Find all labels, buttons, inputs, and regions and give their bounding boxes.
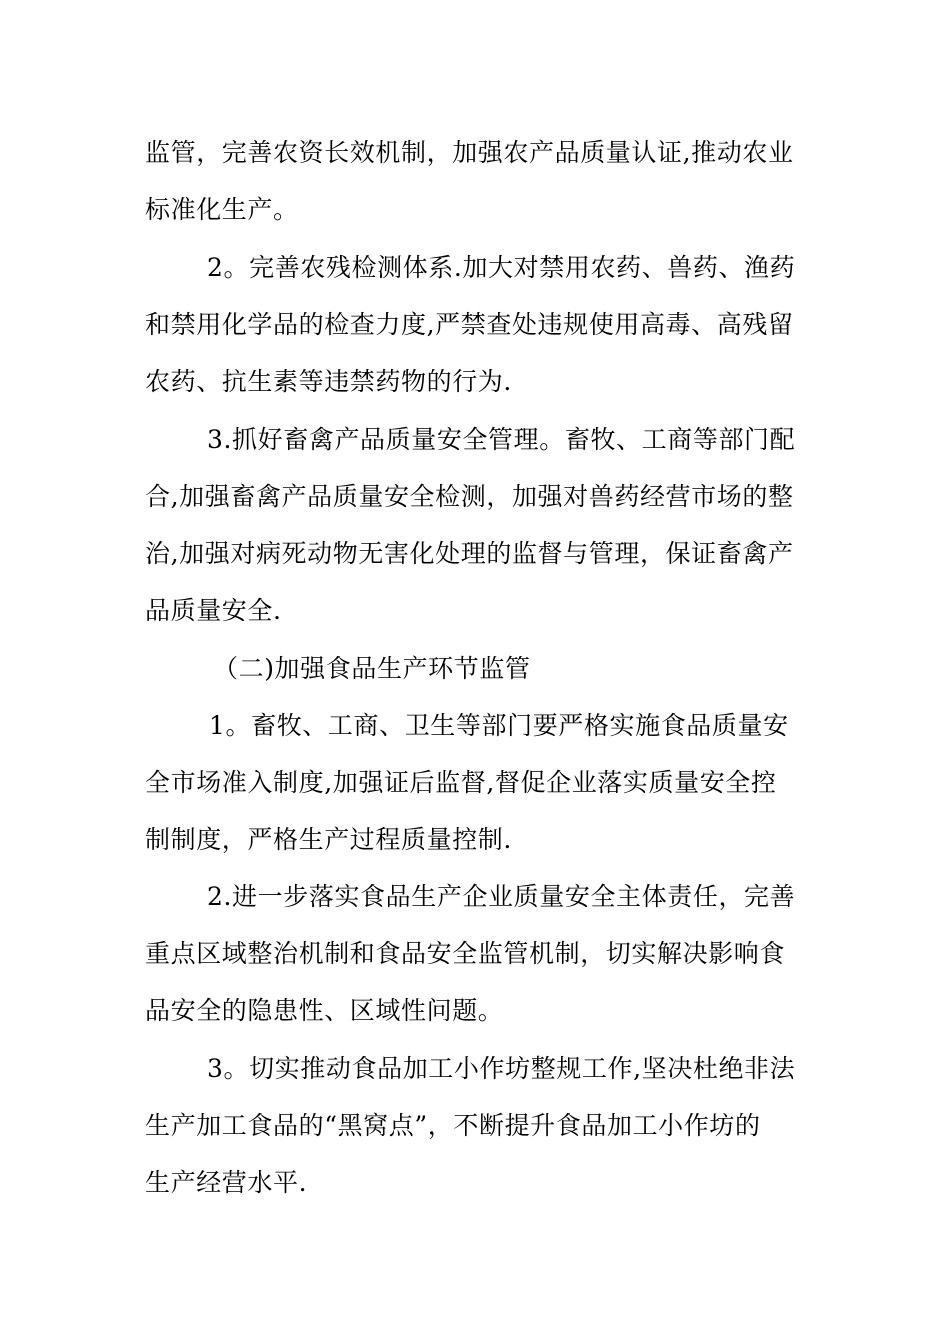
paragraph-line: 3.抓好畜禽产品质量安全管理。畜牧、工商等部门配 xyxy=(207,425,796,454)
paragraph-line: 品质量安全. xyxy=(145,596,282,625)
paragraph-1 xyxy=(145,124,810,238)
paragraph-line: 制制度，严格生产过程质量控制. xyxy=(145,825,512,854)
paragraph-line: 治,加强对病死动物无害化处理的监督与管理，保证畜禽产 xyxy=(145,539,794,568)
paragraph-line: 全市场准入制度,加强证后监督,督促企业落实质量安全控 xyxy=(145,768,777,797)
paragraph-line: 农药、抗生素等违禁药物的行为. xyxy=(145,367,512,396)
paragraph-line: 标准化生产。 xyxy=(145,195,299,224)
paragraph-line: 品安全的隐患性、区域性问题。 xyxy=(145,996,504,1025)
paragraph-3 xyxy=(145,411,810,639)
paragraph-line: 3。切实推动食品加工小作坊整规工作,坚决杜绝非法 xyxy=(207,1054,796,1083)
paragraph-6 xyxy=(145,868,810,1039)
paragraph-line: 监管，完善农资长效机制，加强农产品质量认证,推动农业 xyxy=(145,138,794,167)
paragraph-line: 生产加工食品的“黑窝点”，不断提升食品加工小作坊的 xyxy=(145,1111,761,1140)
paragraph-line: 重点区域整治机制和食品安全监管机制，切实解决影响食 xyxy=(145,939,786,968)
section-heading-text: （二)加强食品生产环节监管 xyxy=(213,654,531,683)
paragraph-line: 1。畜牧、工商、卫生等部门要严格实施食品质量安 xyxy=(209,711,789,740)
paragraph-line: 合,加强畜禽产品质量安全检测，加强对兽药经营市场的整 xyxy=(145,482,794,511)
paragraph-line: 生产经营水平. xyxy=(145,1168,308,1197)
paragraph-line: 2。完善农残检测体系.加大对禁用农药、兽药、渔药 xyxy=(207,253,796,282)
paragraph-7 xyxy=(145,1040,810,1211)
paragraph-5 xyxy=(145,697,810,868)
paragraph-line: 和禁用化学品的检查力度,严禁查处违规使用高毒、高残留 xyxy=(145,310,794,339)
paragraph-line: 2.进一步落实食品生产企业质量安全主体责任，完善 xyxy=(207,882,796,911)
section-heading xyxy=(145,640,810,697)
paragraph-2 xyxy=(145,239,810,410)
